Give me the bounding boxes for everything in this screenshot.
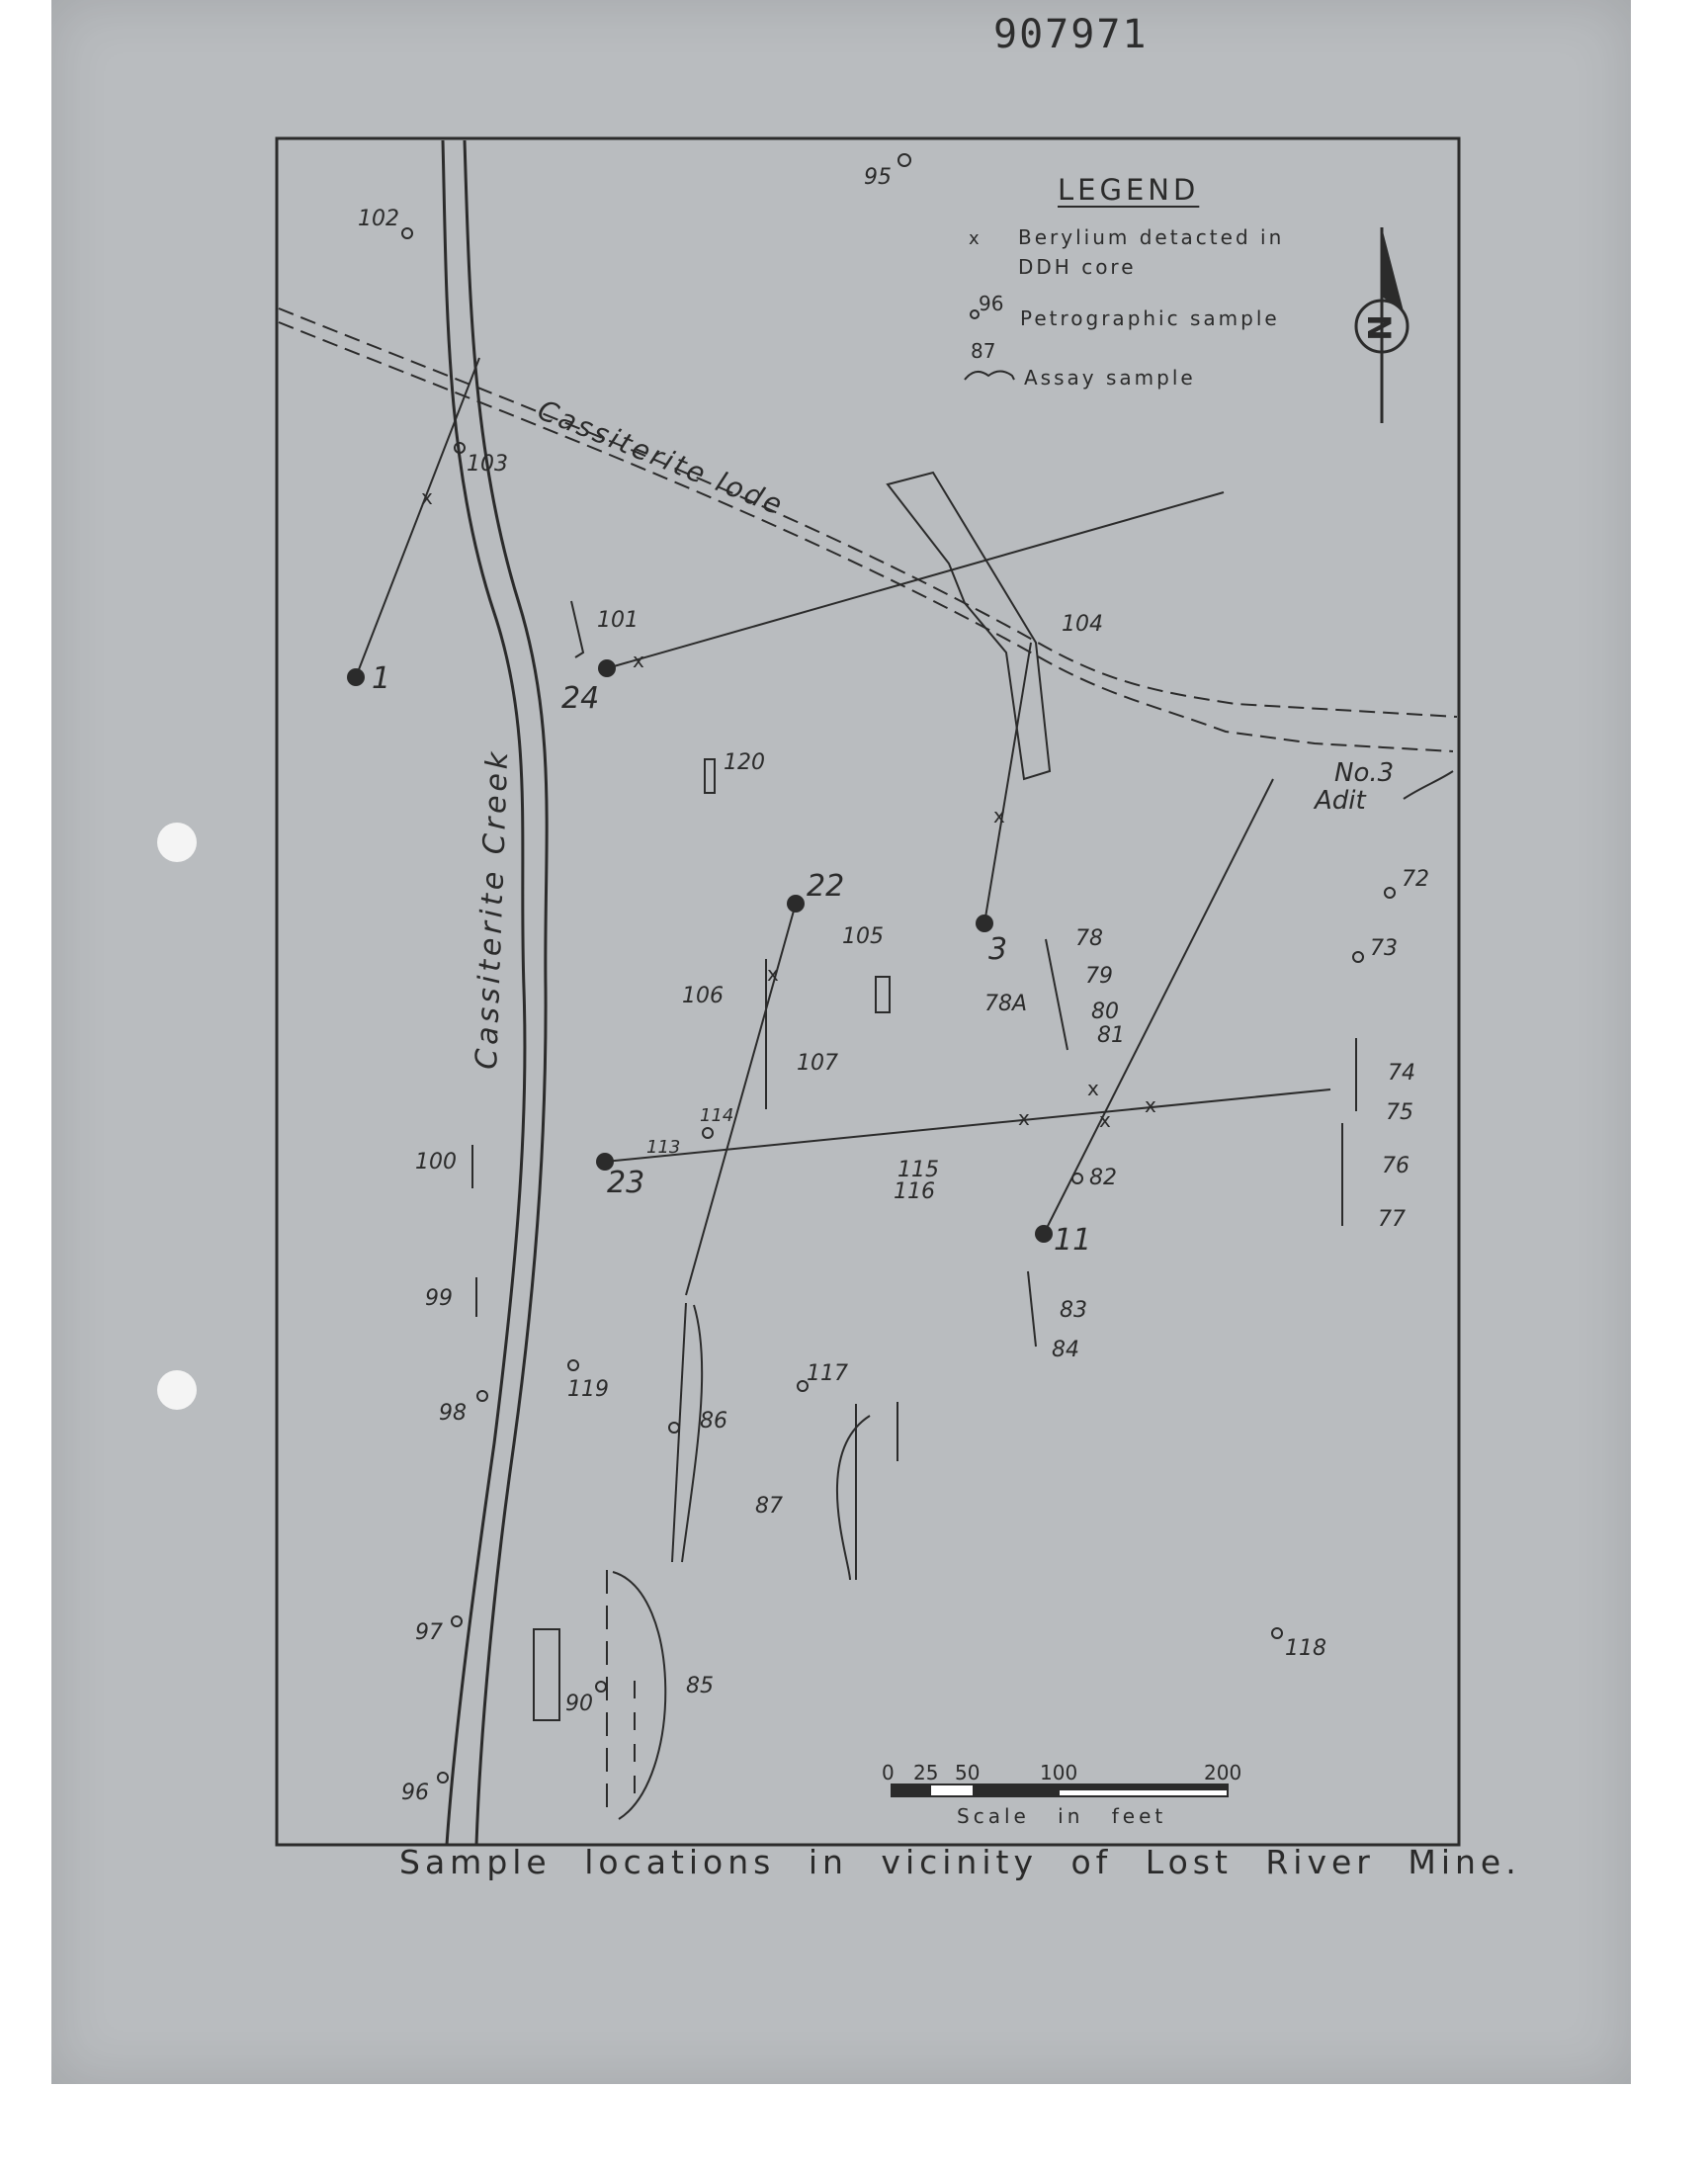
sample-label: 72 xyxy=(1402,867,1429,892)
sample-label: 100 xyxy=(415,1150,457,1174)
sample-label: 115 xyxy=(897,1158,939,1182)
sample-label: 113 xyxy=(646,1137,681,1158)
sample-label: 84 xyxy=(1052,1338,1079,1362)
sample-label: 107 xyxy=(797,1051,838,1076)
legend-assay-symbol xyxy=(965,372,1014,381)
beryllium-mark: x xyxy=(421,485,433,509)
drill-hole-label: 11 xyxy=(1054,1223,1092,1258)
drill-hole-22 xyxy=(686,895,805,1295)
lode-line-south xyxy=(279,322,1453,751)
legend-assay-label: Assay sample xyxy=(1024,366,1196,390)
drill-hole-label: 22 xyxy=(807,869,845,904)
sample-label: 75 xyxy=(1386,1100,1413,1125)
legend-petro-number: 96 xyxy=(979,292,1004,315)
sample-label: 86 xyxy=(700,1409,727,1434)
sample-label: 114 xyxy=(700,1105,734,1126)
drill-hole-3 xyxy=(976,643,1031,932)
sample-label: 83 xyxy=(1060,1298,1087,1323)
scale-tick-100: 100 xyxy=(1040,1761,1078,1784)
beryllium-mark: x xyxy=(1018,1106,1030,1130)
sample-label: 81 xyxy=(1097,1023,1125,1048)
scale-tick-50: 50 xyxy=(955,1761,981,1784)
sample-label: 105 xyxy=(842,924,884,949)
lode-label: Cassiterite lode xyxy=(533,392,790,523)
legend-beryllium-symbol: x xyxy=(969,228,980,249)
scale-bar xyxy=(892,1784,1228,1796)
drill-hole-1 xyxy=(347,358,479,686)
legend-petro-label: Petrographic sample xyxy=(1020,306,1280,330)
mine-workings xyxy=(888,473,1050,779)
legend-petro-symbol xyxy=(971,310,979,318)
sample-label: 87 xyxy=(755,1494,783,1519)
legend-assay-number: 87 xyxy=(971,339,996,363)
map-caption: Sample locations in vicinity of Lost River Mine. xyxy=(399,1843,1521,1881)
sample-label: 78 xyxy=(1075,926,1103,951)
sample-label: 90 xyxy=(565,1692,593,1716)
sample-label: 95 xyxy=(864,165,892,190)
scale-tick-0: 0 xyxy=(882,1761,895,1784)
scale-tick-200: 200 xyxy=(1204,1761,1242,1784)
drill-hole-24 xyxy=(598,492,1224,677)
sample-label: 101 xyxy=(597,608,639,633)
sample-label: 79 xyxy=(1085,964,1113,989)
beryllium-mark: x xyxy=(993,804,1005,827)
sample-label: 99 xyxy=(425,1286,453,1311)
scale-label: Scale in feet xyxy=(957,1804,1167,1828)
drill-hole-23 xyxy=(596,1089,1330,1171)
sample-label: 73 xyxy=(1370,936,1398,961)
assay-marks xyxy=(472,601,1356,1819)
creek-label: Cassiterite Creek xyxy=(470,747,516,1071)
adit-label-line1: No.3 xyxy=(1334,758,1395,788)
sample-label: 102 xyxy=(358,207,399,231)
beryllium-mark: x xyxy=(1099,1108,1111,1132)
north-arrow-icon xyxy=(1356,227,1408,423)
beryllium-mark: x xyxy=(1087,1077,1099,1100)
sample-label: 97 xyxy=(415,1620,443,1645)
beryllium-mark: x xyxy=(1145,1093,1156,1117)
drill-hole-label: 24 xyxy=(561,681,600,716)
sample-label: 116 xyxy=(894,1179,935,1204)
legend-beryllium-line1: Berylium detacted in xyxy=(1018,225,1285,249)
adit-arrow xyxy=(1404,771,1453,799)
svg-text:N: N xyxy=(1360,314,1398,341)
drill-hole-label: 23 xyxy=(607,1166,645,1200)
document-number: 907971 xyxy=(993,12,1149,57)
sample-label: 78A xyxy=(984,992,1028,1016)
adit-label-line2: Adit xyxy=(1315,786,1366,816)
sample-label: 82 xyxy=(1089,1166,1117,1190)
sample-label: 74 xyxy=(1388,1061,1415,1086)
sample-label: 118 xyxy=(1285,1636,1326,1661)
sample-label: 119 xyxy=(567,1377,609,1402)
sample-label: 103 xyxy=(467,452,508,477)
sample-label: 80 xyxy=(1091,1000,1119,1024)
lode-line-north xyxy=(279,308,1457,717)
sample-label: 96 xyxy=(401,1781,429,1805)
drill-hole-label: 3 xyxy=(988,932,1008,967)
drill-hole-label: 1 xyxy=(372,661,391,696)
sample-label: 106 xyxy=(682,984,724,1008)
drill-hole-11 xyxy=(1035,779,1273,1243)
scale-tick-25: 25 xyxy=(913,1761,939,1784)
legend-beryllium-line2: DDH core xyxy=(1018,255,1137,279)
beryllium-mark: x xyxy=(633,649,644,672)
sample-label: 120 xyxy=(724,750,765,775)
sample-label: 98 xyxy=(439,1401,467,1426)
sample-label: 85 xyxy=(686,1674,714,1698)
beryllium-mark: x xyxy=(767,962,779,986)
legend-title: LEGEND xyxy=(1058,173,1200,207)
sample-label: 117 xyxy=(807,1361,848,1386)
sample-label: 76 xyxy=(1382,1154,1409,1178)
sample-label: 104 xyxy=(1062,612,1103,637)
sample-label: 77 xyxy=(1378,1207,1406,1232)
